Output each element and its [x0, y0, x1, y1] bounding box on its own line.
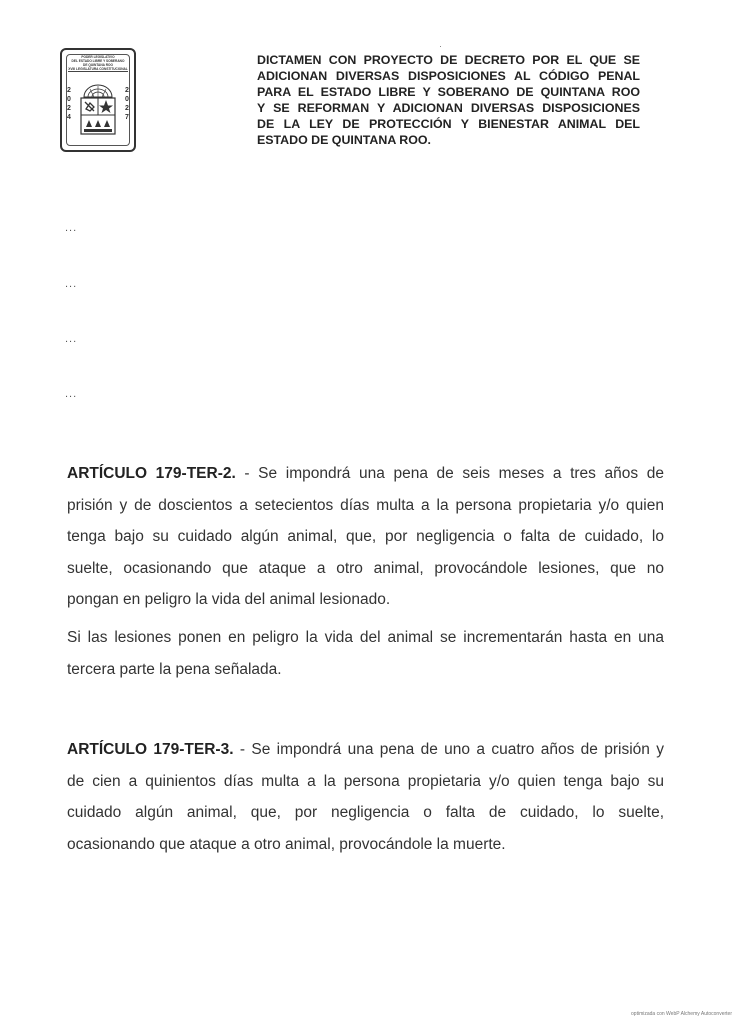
article-line: suelte, ocasionando que ataque a otro animal, provocándole lesiones, que no: [67, 559, 664, 577]
article-line: cuidado algún animal, que, por negligencia o falta de cuidado, lo suelte,: [67, 804, 664, 821]
logo-divider: [68, 71, 128, 72]
year-digit: 4: [67, 114, 71, 121]
year-digit: 2: [125, 105, 129, 112]
article-179-ter-3: [67, 734, 664, 860]
logo-line: XVIII LEGISLATURA CONSTITUCIONAL: [68, 67, 128, 71]
title-line: DICTAMEN CON PROYECTO DE DECRETO POR EL QUE SE: [257, 53, 640, 67]
year-digit: 2: [125, 87, 129, 94]
logo-line: DEL ESTADO LIBRE Y SOBERANO: [71, 59, 125, 63]
article-179-ter-2-paragraph-2: [67, 622, 664, 685]
title-line: DE LA LEY DE PROTECCIÓN Y BIENESTAR ANIMAL DEL: [257, 117, 640, 131]
title-line: ADICIONAN DIVERSAS DISPOSICIONES AL CÓDIGO PENAL: [257, 69, 640, 83]
logo-line: DE QUINTANA ROO: [83, 63, 113, 67]
article-line: [67, 458, 664, 490]
omission-ellipsis: ...: [65, 278, 78, 290]
article-text: - Se impondrá una pena de seis meses a tres años de: [235, 465, 664, 482]
year-digit: 0: [125, 96, 129, 103]
article-heading: ARTÍCULO 179-TER-3.: [67, 741, 234, 758]
year-digit: 0: [67, 96, 71, 103]
omission-ellipsis: ...: [65, 333, 78, 345]
article-line: [67, 734, 664, 766]
document-title: [257, 52, 640, 148]
year-digit: 2: [67, 105, 71, 112]
congress-logo: [60, 48, 136, 152]
article-179-ter-2: [67, 458, 664, 616]
article-line: pongan en peligro la vida del animal lesionado.: [67, 591, 391, 608]
article-text: - Se impondrá una pena de uno a cuatro años de prisión y: [233, 741, 664, 758]
year-digit: 2: [67, 87, 71, 94]
article-line: ocasionando que ataque a otro animal, provocándole la muerte.: [67, 835, 506, 853]
article-line: tenga bajo su cuidado algún animal, que, por negligencia o falta de cuidado, lo: [67, 528, 664, 545]
logo-year-start: [65, 86, 73, 122]
logo-caption: [68, 55, 128, 71]
year-digit: 7: [125, 114, 129, 121]
title-line: Y SE REFORMAN Y ADICIONAN DIVERSAS DISPOSICIONES: [257, 101, 640, 115]
article-line: de cien a quinientos días multa a la persona propietaria y/o quien tenga bajo su: [67, 772, 664, 790]
title-line: PARA EL ESTADO LIBRE Y SOBERANO DE QUINTANA ROO: [257, 85, 640, 99]
article-line: prisión y de doscientos a setecientos días multa a la persona propietaria y/o quien: [67, 496, 664, 514]
omission-ellipsis: ...: [65, 388, 78, 400]
omission-ellipsis: ...: [65, 222, 78, 234]
title-line: ESTADO DE QUINTANA ROO.: [257, 133, 431, 147]
article-line: tercera parte la pena señalada.: [67, 660, 282, 678]
logo-year-end: [123, 86, 131, 122]
article-heading: ARTÍCULO 179-TER-2.: [67, 465, 236, 482]
scan-speck: [440, 46, 441, 47]
logo-line: PODER LEGISLATIVO: [81, 55, 115, 59]
converter-watermark: optimizada con WebP Alchemy Autoconverter: [631, 1011, 732, 1017]
coat-of-arms-icon: [78, 83, 118, 137]
article-line: Si las lesiones ponen en peligro la vida del animal se incrementarán hasta en una: [67, 629, 664, 646]
